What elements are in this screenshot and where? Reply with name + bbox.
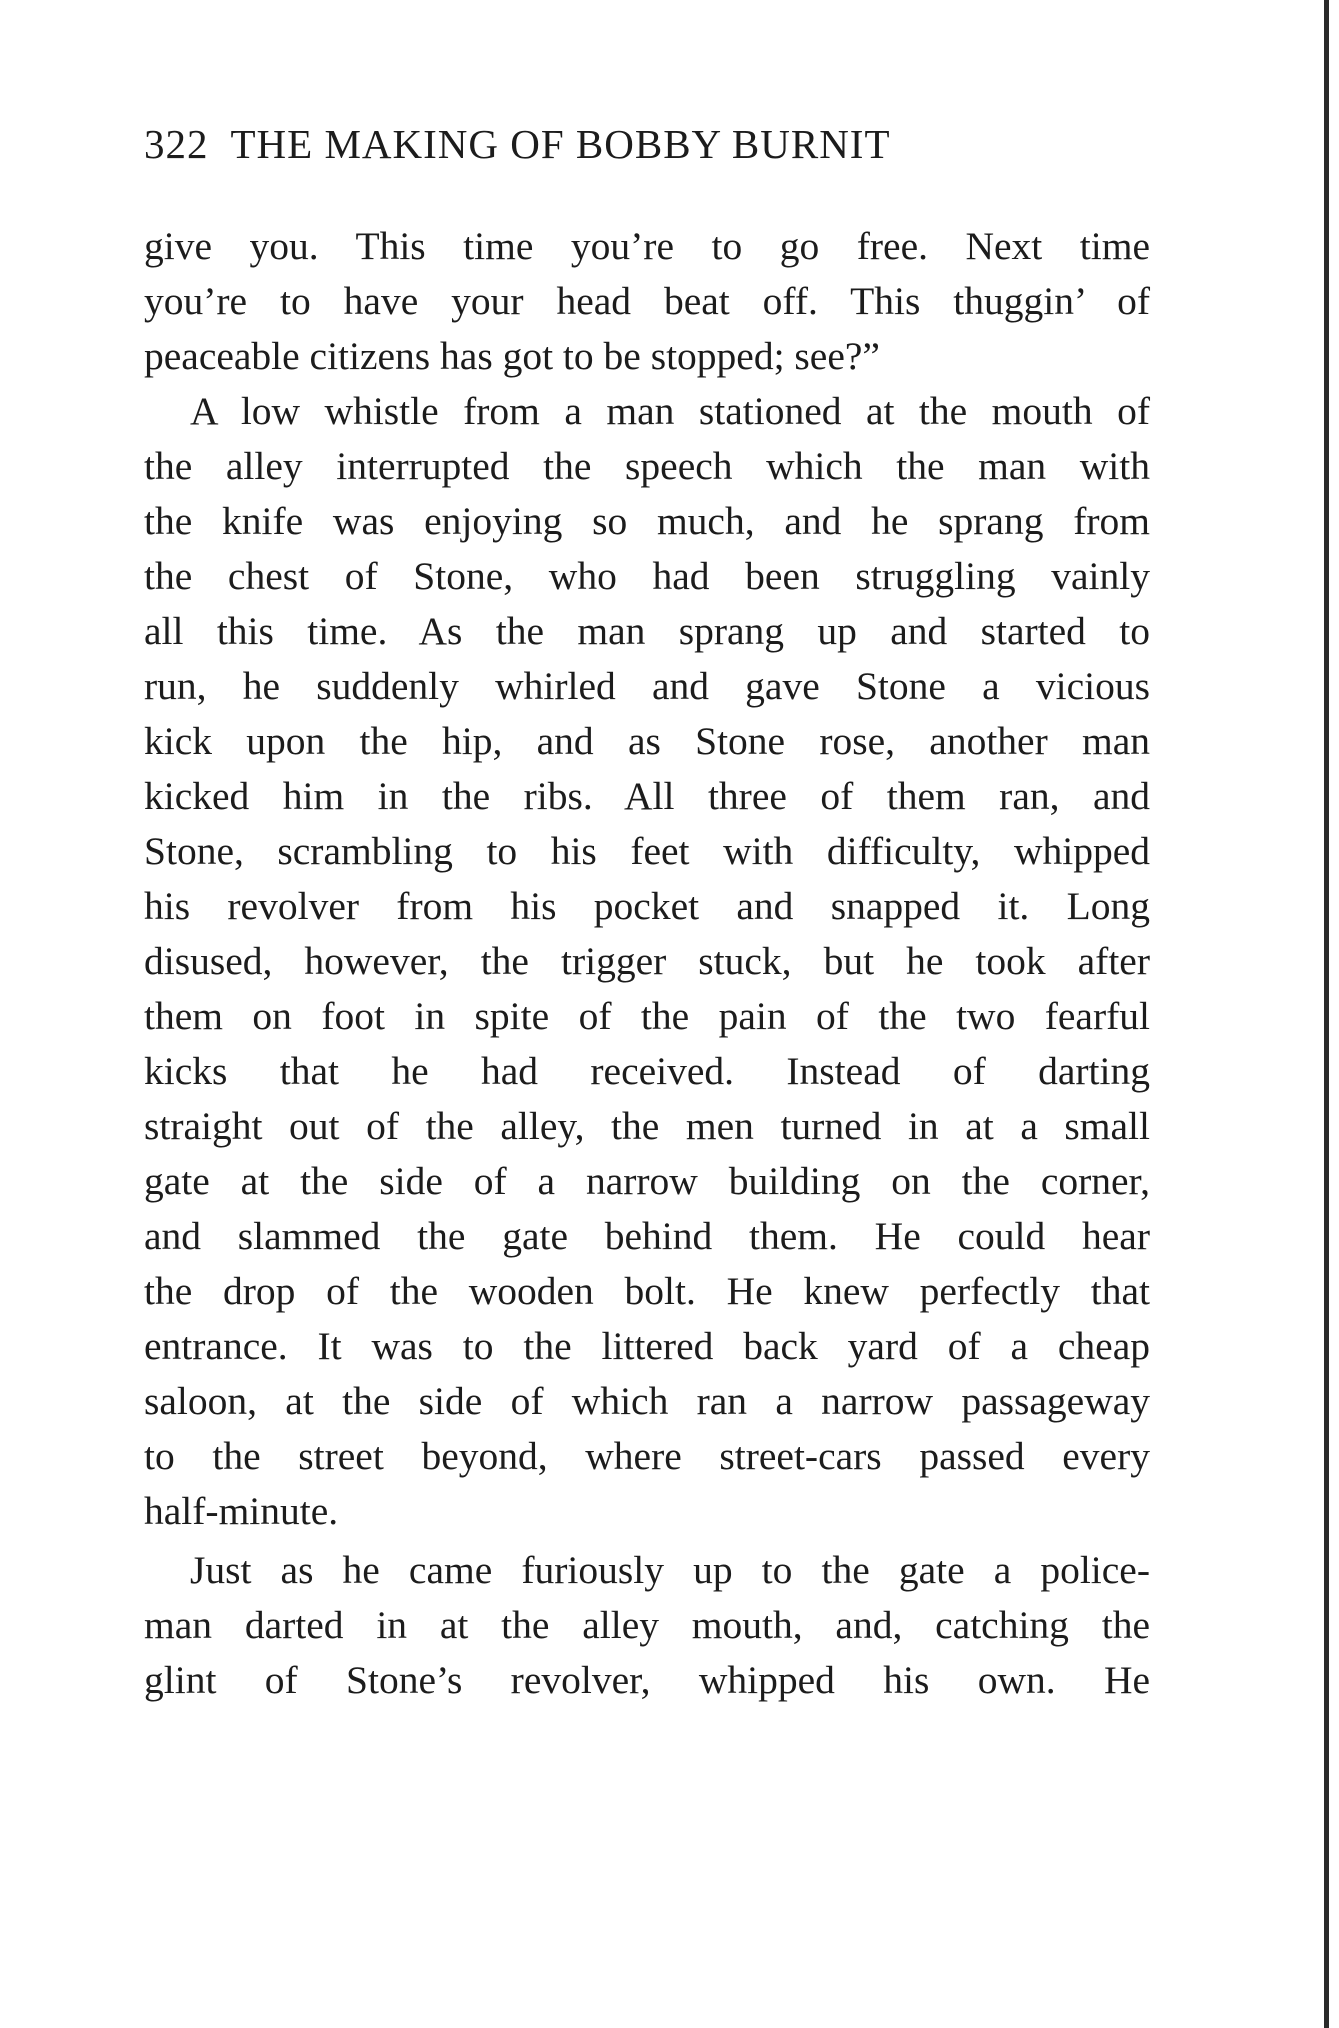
text-line: glint of Stone’s revolver, whipped his own. He [144,1658,1150,1702]
text-line: and slammed the gate behind them. He could hear [144,1214,1150,1258]
page-number: 322 [144,121,209,167]
text-line: man darted in at the alley mouth, and, catching the [144,1603,1150,1647]
text-line: half-minute. [144,1489,339,1533]
text-line: kicked him in the ribs. All three of them ran, and [144,774,1150,818]
text-line: all this time. As the man sprang up and started to [144,609,1150,653]
text-line: peaceable citizens has got to be stopped; see?” [144,334,880,378]
text-line: A low whistle from a man stationed at the mouth of [190,389,1150,433]
paragraph-1 [144,219,1150,384]
text-line: kicks that he had received. Instead of darting [144,1049,1150,1093]
text-line: Stone, scrambling to his feet with difficulty, whipped [144,829,1150,873]
text-line: kick upon the hip, and as Stone rose, another man [144,719,1150,763]
book-title: THE MAKING OF BOBBY BURNIT [230,121,891,167]
text-line: the alley interrupted the speech which the man with [144,444,1150,488]
text-line: you’re to have your head beat off. This thuggin’ of [144,279,1150,323]
text-line: gate at the side of a narrow building on the corner, [144,1159,1150,1203]
text-line: them on foot in spite of the pain of the two fearful [144,994,1150,1038]
text-line: saloon, at the side of which ran a narrow passageway [144,1379,1150,1423]
text-line: run, he suddenly whirled and gave Stone a vicious [144,664,1150,708]
paragraph-2 [144,384,1150,1539]
text-line: Just as he came furiously up to the gate a police- [190,1548,1150,1592]
text-line: entrance. It was to the littered back yard of a cheap [144,1324,1150,1368]
text-line: to the street beyond, where street-cars passed every [144,1434,1150,1478]
text-line: straight out of the alley, the men turned in at a small [144,1104,1150,1148]
text-line: disused, however, the trigger stuck, but he took after [144,939,1150,983]
body-text [144,219,1150,1708]
text-line: give you. This time you’re to go free. Next time [144,224,1150,268]
text-line: his revolver from his pocket and snapped it. Long [144,884,1150,928]
paragraph-3 [144,1543,1150,1708]
page-edge-shadow [1324,0,1329,2028]
text-line: the chest of Stone, who had been struggling vainly [144,554,1150,598]
running-head [144,120,1154,180]
text-line: the knife was enjoying so much, and he sprang from [144,499,1150,543]
text-line: the drop of the wooden bolt. He knew perfectly that [144,1269,1150,1313]
